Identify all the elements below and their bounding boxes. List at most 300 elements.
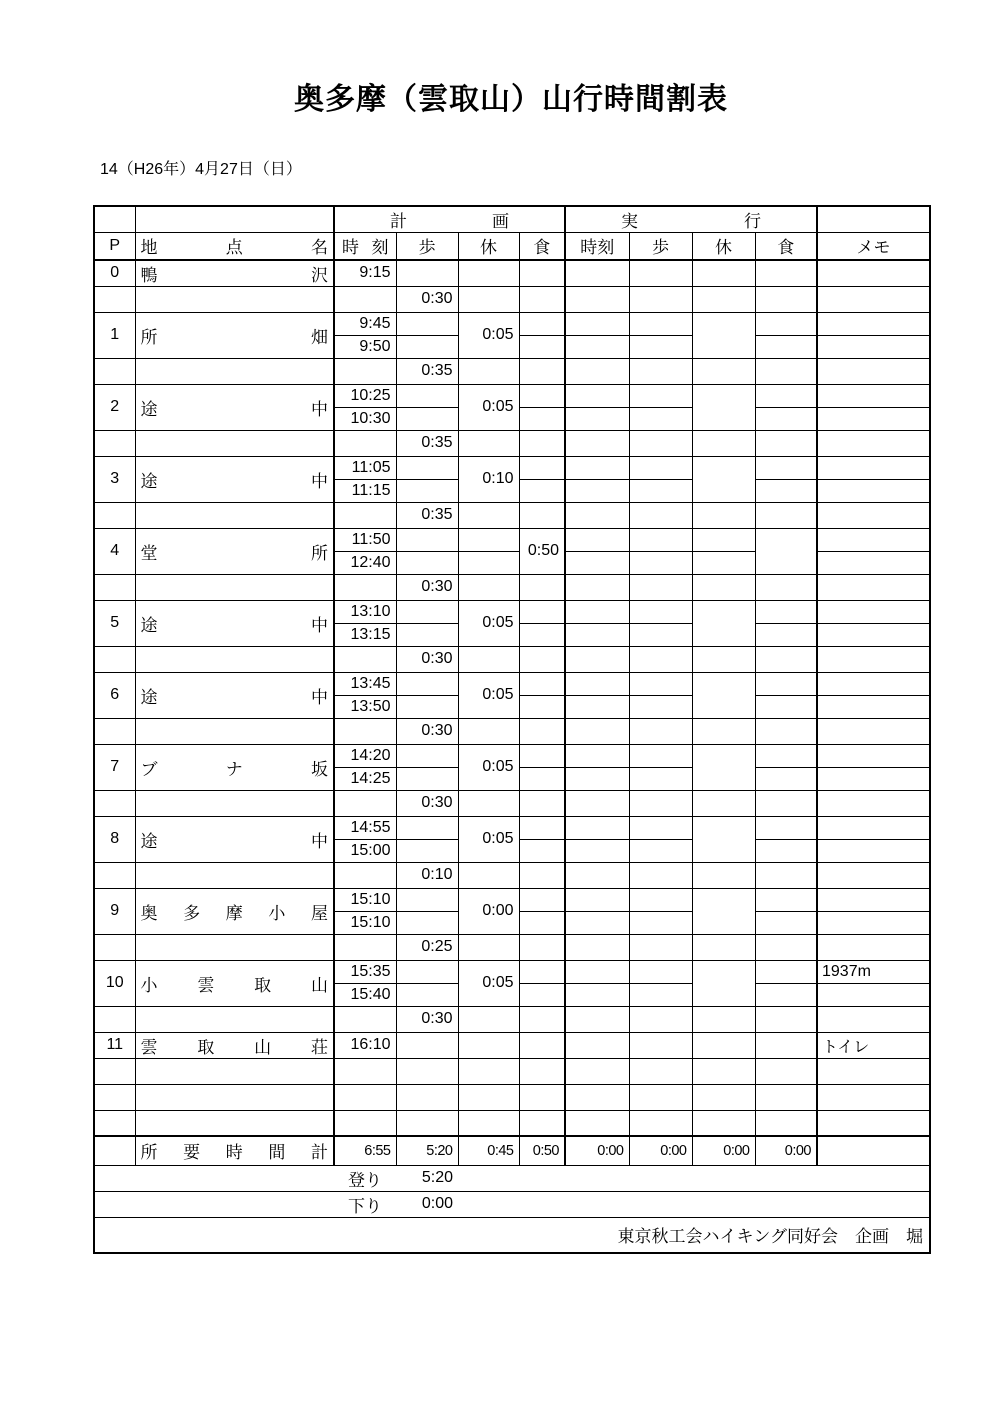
station-row	[94, 960, 930, 983]
actual-walk-cell	[629, 960, 692, 983]
credit-text: 東京秋工会ハイキング同好会 企画 堀	[94, 1217, 930, 1253]
memo-cell	[817, 983, 930, 1006]
place-name-cell	[135, 574, 334, 600]
place-name-cell	[135, 456, 334, 502]
plan-walk-cell	[396, 1058, 458, 1084]
walk-row	[94, 790, 930, 816]
actual-rest-cell	[692, 1058, 755, 1084]
place-name-cell	[135, 934, 334, 960]
actual-walk-cell	[629, 430, 692, 456]
actual-meal-cell	[755, 862, 817, 888]
place-name-cell	[135, 960, 334, 1006]
header-blank-memo	[817, 206, 930, 233]
place-name: 鴨 沢	[140, 265, 328, 285]
place-name-cell	[135, 816, 334, 862]
actual-walk-cell	[629, 479, 692, 502]
plan-time-header-label: 時 刻	[342, 238, 389, 258]
station-row	[94, 528, 930, 551]
memo-cell	[817, 695, 930, 718]
walk-row	[94, 574, 930, 600]
p-cell: 5	[94, 600, 135, 646]
plan-meal-cell	[519, 1006, 565, 1032]
descent-value: 0:00	[396, 1191, 458, 1217]
col-header-actual-walk: 歩	[629, 233, 692, 260]
memo-cell	[817, 672, 930, 695]
plan-walk-cell	[396, 695, 458, 718]
plan-meal-cell	[519, 934, 565, 960]
actual-walk-cell	[629, 260, 692, 287]
plan-time-cell	[334, 934, 396, 960]
memo-cell	[817, 358, 930, 384]
plan-meal-cell	[519, 960, 565, 983]
station-row	[94, 1032, 930, 1058]
timetable	[93, 205, 931, 1254]
memo-cell	[817, 911, 930, 934]
plan-rest-cell	[458, 358, 519, 384]
plan-rest-cell	[458, 790, 519, 816]
plan-walk-cell	[396, 1032, 458, 1058]
walk-row	[94, 502, 930, 528]
plan-walk-cell	[396, 839, 458, 862]
plan-walk-cell	[396, 983, 458, 1006]
col-header-place	[135, 233, 334, 260]
plan-group-label: 計 画	[390, 212, 509, 231]
plan-meal-cell	[519, 695, 565, 718]
plan-time-cell	[334, 718, 396, 744]
col-header-plan-rest: 休	[458, 233, 519, 260]
actual-time-cell	[565, 528, 629, 551]
actual-rest-cell	[692, 1006, 755, 1032]
p-cell: 3	[94, 456, 135, 502]
memo-cell	[817, 502, 930, 528]
actual-time-cell	[565, 312, 629, 335]
p-cell: 6	[94, 672, 135, 718]
credit-row	[94, 1217, 930, 1253]
plan-walk-cell	[396, 528, 458, 551]
plan-arrive-cell: 11:50	[334, 528, 396, 551]
actual-time-cell	[565, 358, 629, 384]
actual-time-cell	[565, 1006, 629, 1032]
plan-walk-cell: 0:25	[396, 934, 458, 960]
totals-row	[94, 1136, 930, 1165]
plan-meal-cell	[519, 767, 565, 790]
actual-meal-cell	[755, 1084, 817, 1110]
memo-cell	[817, 479, 930, 502]
memo-cell: トイレ	[817, 1032, 930, 1058]
actual-time-cell	[565, 286, 629, 312]
ascent-label: 登り	[334, 1165, 396, 1191]
plan-meal-cell	[519, 718, 565, 744]
actual-time-cell	[565, 551, 629, 574]
plan-walk-cell: 0:30	[396, 790, 458, 816]
actual-meal-cell	[755, 983, 817, 1006]
plan-walk-cell	[396, 456, 458, 479]
actual-time-cell	[565, 983, 629, 1006]
place-name: 堂 所	[140, 543, 328, 563]
plan-depart-cell: 9:50	[334, 335, 396, 358]
walk-row	[94, 934, 930, 960]
plan-time-cell	[334, 790, 396, 816]
actual-walk-cell	[629, 1058, 692, 1084]
place-name-cell	[135, 1084, 334, 1110]
plan-meal-cell	[519, 1032, 565, 1058]
actual-rest-cell	[692, 358, 755, 384]
place-name-cell	[135, 1110, 334, 1136]
spacer-cell	[94, 1165, 334, 1191]
plan-time-cell: 9:15	[334, 260, 396, 287]
actual-rest-cell	[692, 502, 755, 528]
header-blank-place	[135, 206, 334, 233]
p-cell	[94, 1110, 135, 1136]
actual-rest-cell	[692, 600, 755, 646]
plan-rest-cell: 0:05	[458, 672, 519, 718]
plan-walk-cell: 0:30	[396, 646, 458, 672]
p-cell: 4	[94, 528, 135, 574]
actual-time-cell	[565, 502, 629, 528]
spacer-cell	[94, 1191, 334, 1217]
plan-rest-cell	[458, 934, 519, 960]
plan-depart-cell: 10:30	[334, 407, 396, 430]
actual-meal-cell	[755, 695, 817, 718]
memo-cell	[817, 600, 930, 623]
station-row	[94, 456, 930, 479]
actual-walk-cell	[629, 839, 692, 862]
plan-walk-cell: 0:35	[396, 430, 458, 456]
actual-meal-total: 0:00	[755, 1136, 817, 1165]
plan-arrive-cell: 15:35	[334, 960, 396, 983]
place-name-cell	[135, 888, 334, 934]
actual-time-cell	[565, 911, 629, 934]
station-row	[94, 312, 930, 335]
actual-walk-cell	[629, 358, 692, 384]
plan-time-cell	[334, 286, 396, 312]
actual-meal-cell	[755, 646, 817, 672]
ascent-value: 5:20	[396, 1165, 458, 1191]
actual-walk-cell	[629, 983, 692, 1006]
plan-meal-cell	[519, 358, 565, 384]
plan-group-header	[334, 206, 565, 233]
plan-depart-cell: 13:15	[334, 623, 396, 646]
station-row	[94, 672, 930, 695]
actual-meal-cell	[755, 456, 817, 479]
plan-walk-cell	[396, 767, 458, 790]
actual-rest-cell	[692, 672, 755, 718]
actual-rest-cell	[692, 862, 755, 888]
col-header-actual-meal: 食	[755, 233, 817, 260]
plan-arrive-cell: 11:05	[334, 456, 396, 479]
plan-meal-cell	[519, 502, 565, 528]
actual-walk-cell	[629, 816, 692, 839]
walk-row	[94, 286, 930, 312]
actual-meal-cell	[755, 502, 817, 528]
place-name-cell	[135, 312, 334, 358]
col-header-memo: メモ	[817, 233, 930, 260]
p-cell: 2	[94, 384, 135, 430]
actual-walk-cell	[629, 718, 692, 744]
plan-rest-cell: 0:05	[458, 384, 519, 430]
p-cell	[94, 430, 135, 456]
actual-time-cell	[565, 623, 629, 646]
plan-walk-cell	[396, 911, 458, 934]
plan-walk-cell: 0:10	[396, 862, 458, 888]
actual-time-cell	[565, 574, 629, 600]
plan-walk-cell	[396, 623, 458, 646]
walk-row	[94, 358, 930, 384]
actual-time-cell	[565, 888, 629, 911]
memo-cell	[817, 744, 930, 767]
plan-meal-cell	[519, 888, 565, 911]
place-name-cell	[135, 358, 334, 384]
actual-meal-cell	[755, 286, 817, 312]
actual-time-cell	[565, 862, 629, 888]
actual-meal-cell	[755, 528, 817, 574]
memo-cell	[817, 574, 930, 600]
empty-row	[94, 1084, 930, 1110]
place-name-cell	[135, 1058, 334, 1084]
actual-time-cell	[565, 839, 629, 862]
actual-meal-cell	[755, 767, 817, 790]
actual-walk-cell	[629, 646, 692, 672]
p-cell	[94, 1058, 135, 1084]
p-cell: 7	[94, 744, 135, 790]
plan-rest-cell	[458, 551, 519, 574]
plan-meal-cell	[519, 430, 565, 456]
p-cell	[94, 286, 135, 312]
actual-meal-cell	[755, 934, 817, 960]
actual-time-cell	[565, 1084, 629, 1110]
plan-meal-cell	[519, 744, 565, 767]
plan-time-total: 6:55	[334, 1136, 396, 1165]
plan-walk-cell	[396, 888, 458, 911]
plan-walk-cell	[396, 479, 458, 502]
totals-label: 所 要 時 間 計	[140, 1143, 328, 1163]
station-row	[94, 260, 930, 287]
plan-rest-cell	[458, 260, 519, 287]
plan-walk-cell	[396, 407, 458, 430]
actual-walk-cell	[629, 934, 692, 960]
plan-walk-cell	[396, 335, 458, 358]
actual-walk-cell	[629, 335, 692, 358]
memo-cell	[817, 767, 930, 790]
p-cell	[94, 1006, 135, 1032]
actual-time-total: 0:00	[565, 1136, 629, 1165]
actual-rest-cell	[692, 718, 755, 744]
spacer-cell	[458, 1191, 930, 1217]
actual-meal-cell	[755, 384, 817, 407]
actual-walk-cell	[629, 600, 692, 623]
actual-rest-cell	[692, 1110, 755, 1136]
plan-rest-cell	[458, 430, 519, 456]
memo-cell	[817, 934, 930, 960]
actual-time-cell	[565, 1058, 629, 1084]
plan-rest-cell: 0:05	[458, 312, 519, 358]
plan-meal-cell: 0:50	[519, 528, 565, 574]
plan-rest-cell: 0:10	[458, 456, 519, 502]
plan-rest-cell	[458, 1032, 519, 1058]
p-cell	[94, 718, 135, 744]
place-name: 雲 取 山 荘	[140, 1037, 328, 1057]
actual-meal-cell	[755, 407, 817, 430]
plan-rest-cell: 0:05	[458, 816, 519, 862]
plan-depart-cell: 15:00	[334, 839, 396, 862]
p-cell	[94, 358, 135, 384]
plan-meal-cell	[519, 839, 565, 862]
actual-meal-cell	[755, 1006, 817, 1032]
p-cell: 9	[94, 888, 135, 934]
actual-walk-cell	[629, 312, 692, 335]
col-header-plan-time	[334, 233, 396, 260]
actual-time-cell	[565, 934, 629, 960]
actual-walk-cell	[629, 888, 692, 911]
memo-cell	[817, 407, 930, 430]
plan-meal-cell	[519, 312, 565, 335]
actual-walk-total: 0:00	[629, 1136, 692, 1165]
spacer-cell	[458, 1165, 930, 1191]
actual-walk-cell	[629, 1110, 692, 1136]
actual-time-cell	[565, 767, 629, 790]
memo-cell	[817, 862, 930, 888]
actual-walk-cell	[629, 1006, 692, 1032]
descent-label: 下り	[334, 1191, 396, 1217]
actual-meal-cell	[755, 816, 817, 839]
plan-walk-cell: 0:30	[396, 1006, 458, 1032]
memo-cell	[817, 1084, 930, 1110]
place-name: 所 畑	[140, 327, 328, 347]
col-header-actual-time: 時刻	[565, 233, 629, 260]
memo-cell	[817, 646, 930, 672]
actual-walk-cell	[629, 695, 692, 718]
actual-rest-total: 0:00	[692, 1136, 755, 1165]
p-cell: 10	[94, 960, 135, 1006]
actual-rest-cell	[692, 384, 755, 430]
plan-walk-cell	[396, 312, 458, 335]
place-name-cell	[135, 528, 334, 574]
descent-row	[94, 1191, 930, 1217]
plan-meal-cell	[519, 862, 565, 888]
totals-label-cell	[135, 1136, 334, 1165]
actual-walk-cell	[629, 911, 692, 934]
actual-walk-cell	[629, 767, 692, 790]
plan-time-cell	[334, 1058, 396, 1084]
plan-meal-cell	[519, 983, 565, 1006]
place-name-cell	[135, 502, 334, 528]
actual-meal-cell	[755, 790, 817, 816]
plan-meal-cell	[519, 911, 565, 934]
plan-rest-cell: 0:05	[458, 960, 519, 1006]
station-row	[94, 888, 930, 911]
place-name-cell	[135, 384, 334, 430]
actual-group-label: 実 行	[621, 212, 761, 231]
p-cell	[94, 646, 135, 672]
p-cell	[94, 862, 135, 888]
actual-time-cell	[565, 816, 629, 839]
actual-meal-cell	[755, 744, 817, 767]
place-name-cell	[135, 744, 334, 790]
plan-walk-cell	[396, 1084, 458, 1110]
header-row	[94, 233, 930, 260]
plan-meal-cell	[519, 456, 565, 479]
p-cell	[94, 934, 135, 960]
actual-meal-cell	[755, 1058, 817, 1084]
actual-walk-cell	[629, 574, 692, 600]
actual-time-cell	[565, 456, 629, 479]
actual-meal-cell	[755, 312, 817, 335]
memo-cell	[817, 335, 930, 358]
p-cell	[94, 1136, 135, 1165]
plan-meal-cell	[519, 816, 565, 839]
plan-rest-cell: 0:05	[458, 744, 519, 790]
plan-time-cell: 16:10	[334, 1032, 396, 1058]
memo-cell	[817, 551, 930, 574]
plan-rest-cell	[458, 1110, 519, 1136]
actual-time-cell	[565, 672, 629, 695]
plan-meal-cell	[519, 260, 565, 287]
plan-rest-cell: 0:05	[458, 600, 519, 646]
memo-cell	[817, 1136, 930, 1165]
walk-row	[94, 646, 930, 672]
actual-time-cell	[565, 960, 629, 983]
plan-rest-cell	[458, 1084, 519, 1110]
plan-walk-cell: 0:30	[396, 718, 458, 744]
plan-meal-cell	[519, 623, 565, 646]
actual-time-cell	[565, 1110, 629, 1136]
plan-walk-cell	[396, 551, 458, 574]
walk-row	[94, 862, 930, 888]
station-row	[94, 744, 930, 767]
header-group-row	[94, 206, 930, 233]
actual-meal-cell	[755, 888, 817, 911]
p-cell	[94, 502, 135, 528]
memo-cell	[817, 312, 930, 335]
place-name: 途 中	[140, 471, 328, 491]
place-name: ブ ナ 坂	[140, 759, 328, 779]
p-cell: 11	[94, 1032, 135, 1058]
plan-meal-cell	[519, 600, 565, 623]
plan-meal-cell	[519, 384, 565, 407]
plan-arrive-cell: 15:10	[334, 888, 396, 911]
place-name-cell	[135, 672, 334, 718]
plan-depart-cell: 13:50	[334, 695, 396, 718]
p-cell: 0	[94, 260, 135, 287]
plan-rest-cell	[458, 286, 519, 312]
actual-meal-cell	[755, 430, 817, 456]
place-header-label: 地 点 名	[140, 238, 328, 258]
actual-walk-cell	[629, 384, 692, 407]
p-cell: 1	[94, 312, 135, 358]
plan-time-cell	[334, 862, 396, 888]
station-row	[94, 816, 930, 839]
station-row	[94, 600, 930, 623]
header-blank-p	[94, 206, 135, 233]
memo-cell	[817, 1058, 930, 1084]
plan-walk-cell: 0:30	[396, 286, 458, 312]
place-name: 奥 多 摩 小 屋	[140, 903, 328, 923]
actual-meal-cell	[755, 335, 817, 358]
plan-walk-cell	[396, 744, 458, 767]
plan-meal-cell	[519, 1084, 565, 1110]
actual-time-cell	[565, 718, 629, 744]
plan-arrive-cell: 10:25	[334, 384, 396, 407]
plan-rest-cell	[458, 718, 519, 744]
plan-walk-cell: 0:35	[396, 358, 458, 384]
plan-rest-cell	[458, 528, 519, 551]
plan-arrive-cell: 13:10	[334, 600, 396, 623]
plan-walk-cell	[396, 672, 458, 695]
plan-meal-cell	[519, 672, 565, 695]
actual-time-cell	[565, 407, 629, 430]
place-name-cell	[135, 790, 334, 816]
actual-time-cell	[565, 646, 629, 672]
